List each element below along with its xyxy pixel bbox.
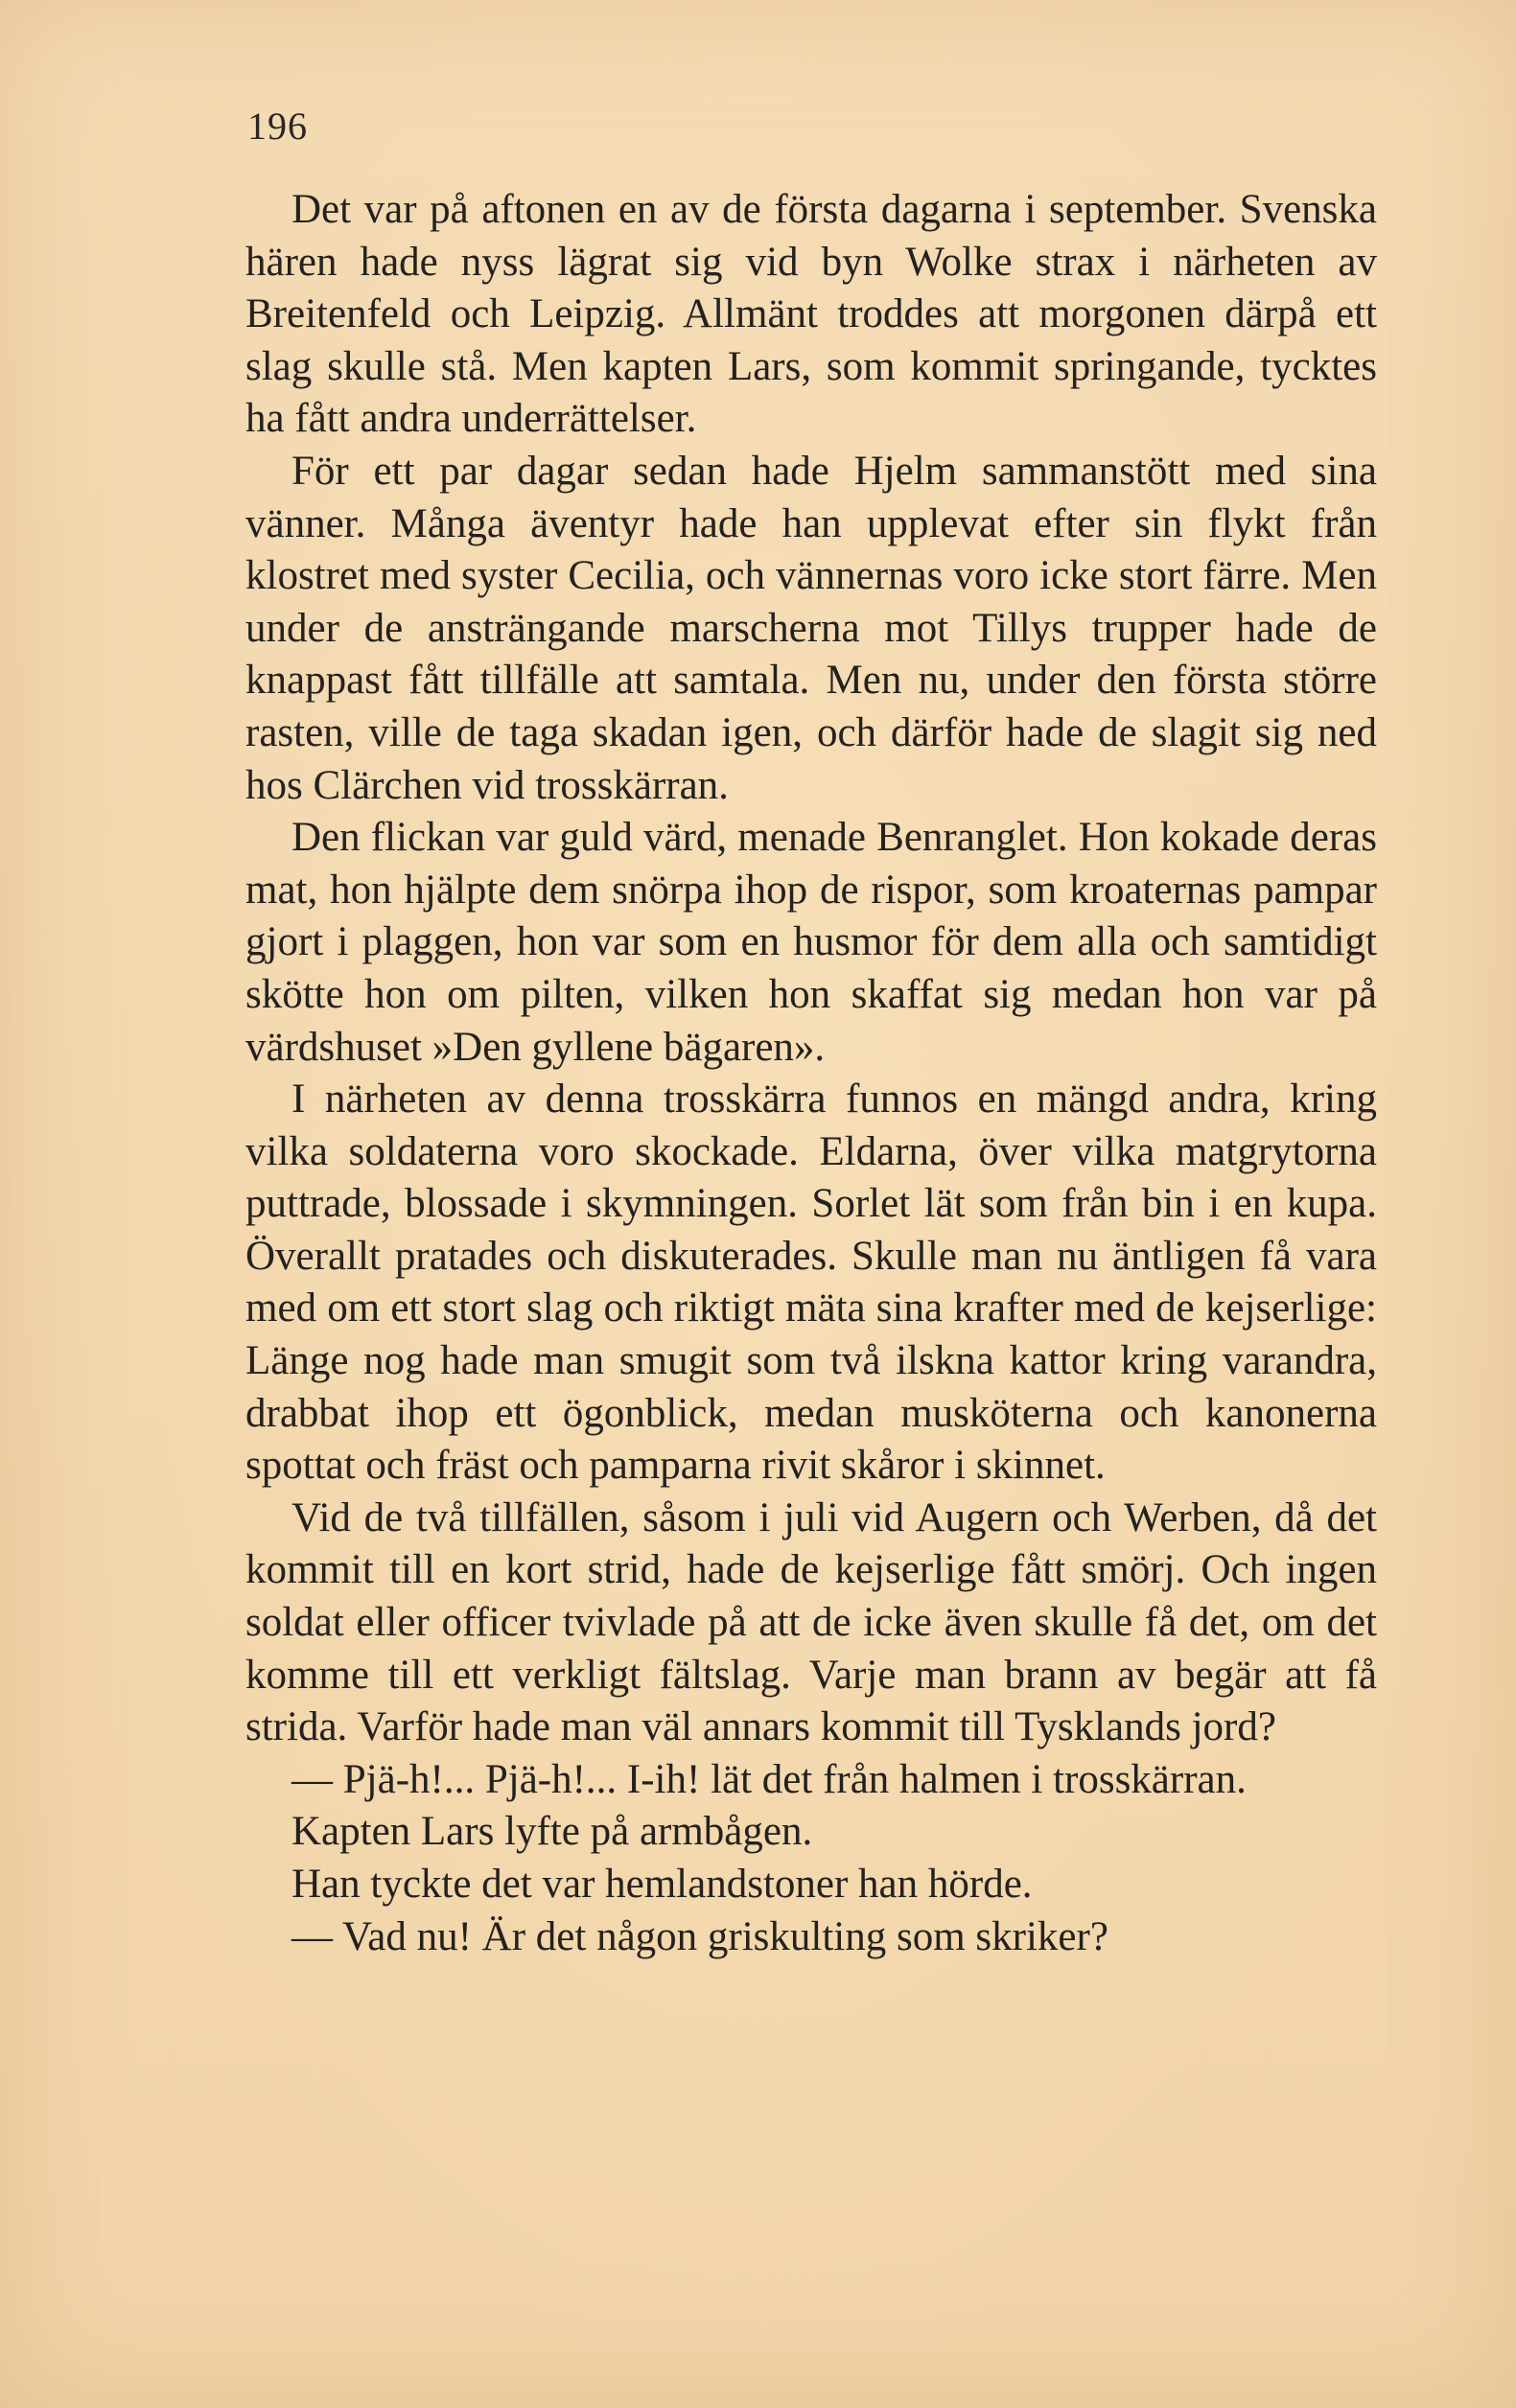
paragraph: För ett par dagar sedan hade Hjelm sammanstött med sina vänner. Många äventyr hade han upplevat efter sin flykt från klostret med syster Cecilia, och vännernas voro icke stort färre. Men under de ansträngande marscherna mot Tillys trupper hade de knappast fått tillfälle att samtala. Men nu, under den första större rasten, ville de taga skadan igen, och därför hade de slagit sig ned hos Clärchen vid trosskärran. — [245, 448, 1377, 808]
paragraph: I närheten av denna trosskärra funnos en mängd andra, kring vilka soldaterna voro skockade. Eldarna, över vilka matgrytorna puttrade, blossade i skymningen. Sorlet lät som från bin i en kupa. Överallt pratades och diskuterades. Skulle man nu äntligen få vara med om ett stort slag och riktigt mäta sina krafter med de kejserlige: Länge nog hade man smugit som två ilskna kattor kring varandra, drabbat ihop ett ögonblick, medan musköterna och kanonerna spottat och fräst och pamparna rivit skåror i skinnet. — [245, 1077, 1377, 1489]
paragraph: Det var på aftonen en av de första dagarna i september. Svenska hären hade nyss lägrat sig vid byn Wolke strax i närheten av Breitenfeld och Leipzig. Allmänt troddes att morgonen därpå ett slag skulle stå. Men kapten Lars, som kommit springande, tycktes ha fått andra underrättelser. — [245, 187, 1377, 442]
paragraph: Vid de två tillfällen, såsom i juli vid Augern och Werben, då det kommit till en kort strid, hade de kejserlige fått smörj. Och ingen soldat eller officer tvivlade på att de icke även skulle få det, om det komme till ett verkligt fältslag. Varje man brann av begär att få strida. Varför hade man väl annars kommit till Tysklands jord? — [245, 1494, 1377, 1750]
page-number: 196 — [247, 104, 308, 148]
paragraph: Den flickan var guld värd, menade Benranglet. Hon kokade deras mat, hon hjälpte dem snörpa ihop de rispor, som kroaternas pampar gjort i plaggen, hon var som en husmor för dem alla och samtidigt skötte hon om pilten, vilken hon skaffat sig medan hon var på värdshuset »Den gyllene bägaren». — [245, 815, 1377, 1070]
body-text — [245, 184, 1377, 1963]
paragraph: Han tyckte det var hemlandstoner han hörde. — [292, 1862, 1033, 1907]
paragraph: — Vad nu! Är det någon griskulting som skriker? — [292, 1913, 1108, 1959]
paragraph: Kapten Lars lyfte på armbågen. — [292, 1809, 813, 1855]
paragraph: — Pjä-h!... Pjä-h!... I-ih! lät det från halmen i trosskärran. — [292, 1756, 1247, 1802]
